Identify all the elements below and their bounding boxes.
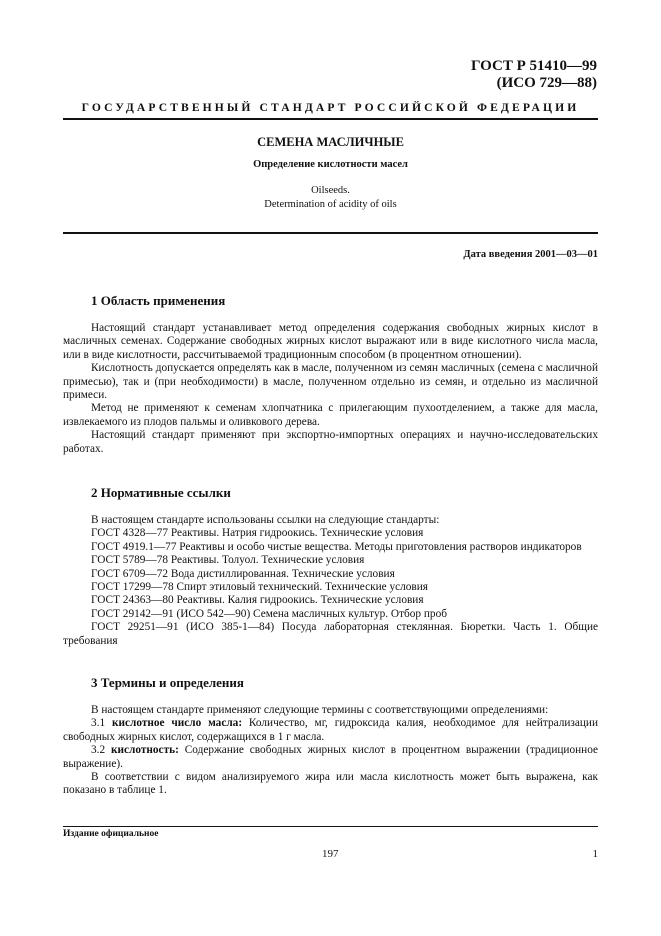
reference-item: ГОСТ 29142—91 (ИСО 542—90) Семена масличных культур. Отбор проб: [91, 607, 447, 620]
paragraph: В соответствии с видом анализируемого жира или масла кислотность может быть выражена, как показано в таблице 1.: [63, 771, 598, 797]
paragraph: Метод не применяют к семенам хлопчатника с прилегающим пухоотделением, а также для масла, извлекаемого из плодов пальмы и оливкового дерева.: [63, 402, 598, 428]
state-standard-banner: ГОСУДАРСТВЕННЫЙ СТАНДАРТ РОССИЙСКОЙ ФЕДЕРАЦИИ: [81, 101, 580, 114]
paragraph: В настоящем стандарте использованы ссылки на следующие стандарты:: [91, 514, 440, 526]
english-title: [63, 184, 598, 212]
term-text: Количество, мг, гидроксида калия, необходимое для нейтрализации свободных жирных кислот, содержащихся в 1 г масла.: [63, 717, 598, 743]
reference-item: ГОСТ 24363—80 Реактивы. Калия гидроокись. Технические условия: [91, 594, 424, 607]
paragraph: Настоящий стандарт применяют при экспортно-импортных операциях и научно-исследовательских работах.: [63, 429, 598, 455]
term-text: Содержание свободных жирных кислот в процентном выражении (традиционное выражение).: [63, 744, 598, 770]
section-body: [63, 322, 598, 456]
paragraph: Настоящий стандарт устанавливает метод определения содержания свободных жирных кислот в масличных семенах. Содержание свободных жирных кислот выражают или в виде кислотного числа масла, или в виде кислотности, рассчитываемой традиционным способом (в процентном отношении).: [63, 322, 598, 361]
title-rule: [63, 232, 598, 234]
introduction-date: Дата введения 2001—03—01: [463, 249, 598, 260]
reference-item: ГОСТ 4328—77 Реактивы. Натрия гидроокись. Технические условия: [91, 527, 424, 540]
term-definition: [63, 744, 598, 771]
term-number: 3.2: [91, 744, 106, 757]
footer-rule: [63, 826, 598, 827]
paragraph: В настоящем стандарте применяют следующие термины с соответствующими определениями:: [91, 704, 549, 716]
english-title-line-2: Determination of acidity of oils: [264, 199, 397, 210]
term-number: 3.1: [91, 717, 106, 730]
page-number: 197: [322, 848, 339, 860]
document-subtitle: Определение кислотности масел: [253, 159, 408, 170]
edition-note: Издание официальное: [63, 829, 159, 839]
paragraph: Кислотность допускается определять как в масле, полученном из семян масличных (семена с масличной примесью), так и (при необходимости) в масле, полученном отдельно из семян, и отдельно из масличной примеси.: [63, 362, 598, 402]
header-rule: [63, 118, 598, 120]
section-scope: [63, 292, 598, 456]
standard-code-block: [471, 58, 597, 92]
sheet-number: 1: [592, 848, 598, 860]
english-title-line-1: Oilseeds.: [311, 185, 350, 196]
section-body: [63, 514, 598, 648]
section-heading: 1 Область применения: [91, 293, 226, 308]
reference-item: ГОСТ 4919.1—77 Реактивы и особо чистые вещества. Методы приготовления растворов индикаторов: [91, 540, 582, 553]
section-terms-definitions: [63, 674, 598, 798]
section-heading: 2 Нормативные ссылки: [91, 485, 231, 500]
reference-item: ГОСТ 6709—72 Вода дистиллированная. Технические условия: [91, 567, 395, 580]
term-name: кислотность:: [110, 744, 179, 757]
title-block: [63, 134, 598, 212]
term-definition: [63, 717, 598, 744]
section-normative-references: [63, 484, 598, 648]
term-name: кислотное число масла:: [111, 717, 243, 730]
standard-code: ГОСТ Р 51410—99: [470, 58, 597, 74]
document-title: СЕМЕНА МАСЛИЧНЫЕ: [257, 135, 404, 149]
iso-code: (ИСО 729—88): [496, 75, 597, 91]
reference-item: ГОСТ 5789—78 Реактивы. Толуол. Технические условия: [91, 554, 365, 567]
section-body: [63, 704, 598, 798]
reference-item: ГОСТ 17299—78 Спирт этиловый технический. Технические условия: [91, 581, 428, 594]
reference-item: ГОСТ 29251—91 (ИСО 385-1—84) Посуда лабораторная стеклянная. Бюретки. Часть 1. Общие требования: [63, 621, 598, 647]
section-heading: 3 Термины и определения: [91, 675, 244, 690]
